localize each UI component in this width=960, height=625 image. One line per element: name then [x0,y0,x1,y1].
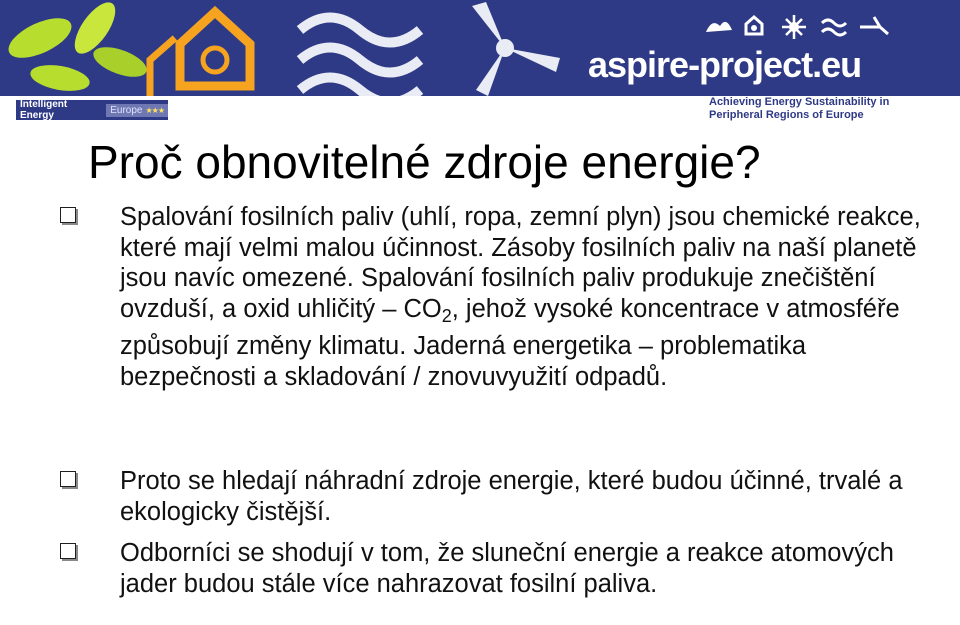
bullet-text: Odborníci se shodují v tom, že sluneční energie a reakce atomových jader budou stále více nahrazovat fosilní paliva. [120,539,894,598]
energy-symbols-icon [702,12,902,42]
site-name: aspire-project.eu [588,44,862,85]
checkbox-bullet-icon [60,207,76,223]
bullet-item [60,202,940,466]
header-banner [0,0,960,96]
slide-title: Proč obnovitelné zdroje energie? [88,136,761,188]
wave-icon [300,18,420,97]
eu-stars-icon: ★★★ [145,105,164,115]
intelligent-energy-logo [16,100,168,120]
bullet-text-part: Spalování fosilních paliv (uhlí, ropa, zemní plyn) jsou chemické reakce, které mají velmi malou účinnost. Zásoby fosilních paliv na naší planetě jsou navíc omezené. Spalování fosilních paliv produkuje znečištění ovzduší, a oxid uhličitý – CO [120,203,921,323]
renewables-illustration [0,0,600,96]
wind-turbine-icon [472,2,560,96]
program-region-label: Europe [110,104,143,116]
bullet-item [60,466,940,538]
bullet-text: Proto se hledají náhradní zdroje energie, které budou účinné, trvalé a ekologicky čistější. [120,467,903,526]
program-name: Intelligent Energy [20,99,68,121]
checkbox-bullet-icon [60,543,76,559]
tagline-line-1: Achieving Energy Sustainability in [709,96,890,108]
subscript: 2 [441,305,452,326]
bullet-text-part: , jehož vysoké koncentrace v atmosféře způsobují změny klimatu. Jaderná energetika – problematika bezpečnosti a skladování / znovuvyužití odpadů. [120,294,900,391]
checkbox-bullet-icon [60,471,76,487]
program-region [106,104,168,117]
bullet-item [60,538,940,599]
leaf-icon [3,0,151,95]
tagline-line-2: Peripheral Regions of Europe [709,109,864,121]
bullet-list [60,202,940,599]
tagline [709,96,889,122]
bullet-text [120,202,940,392]
solar-house-icon [150,12,250,96]
